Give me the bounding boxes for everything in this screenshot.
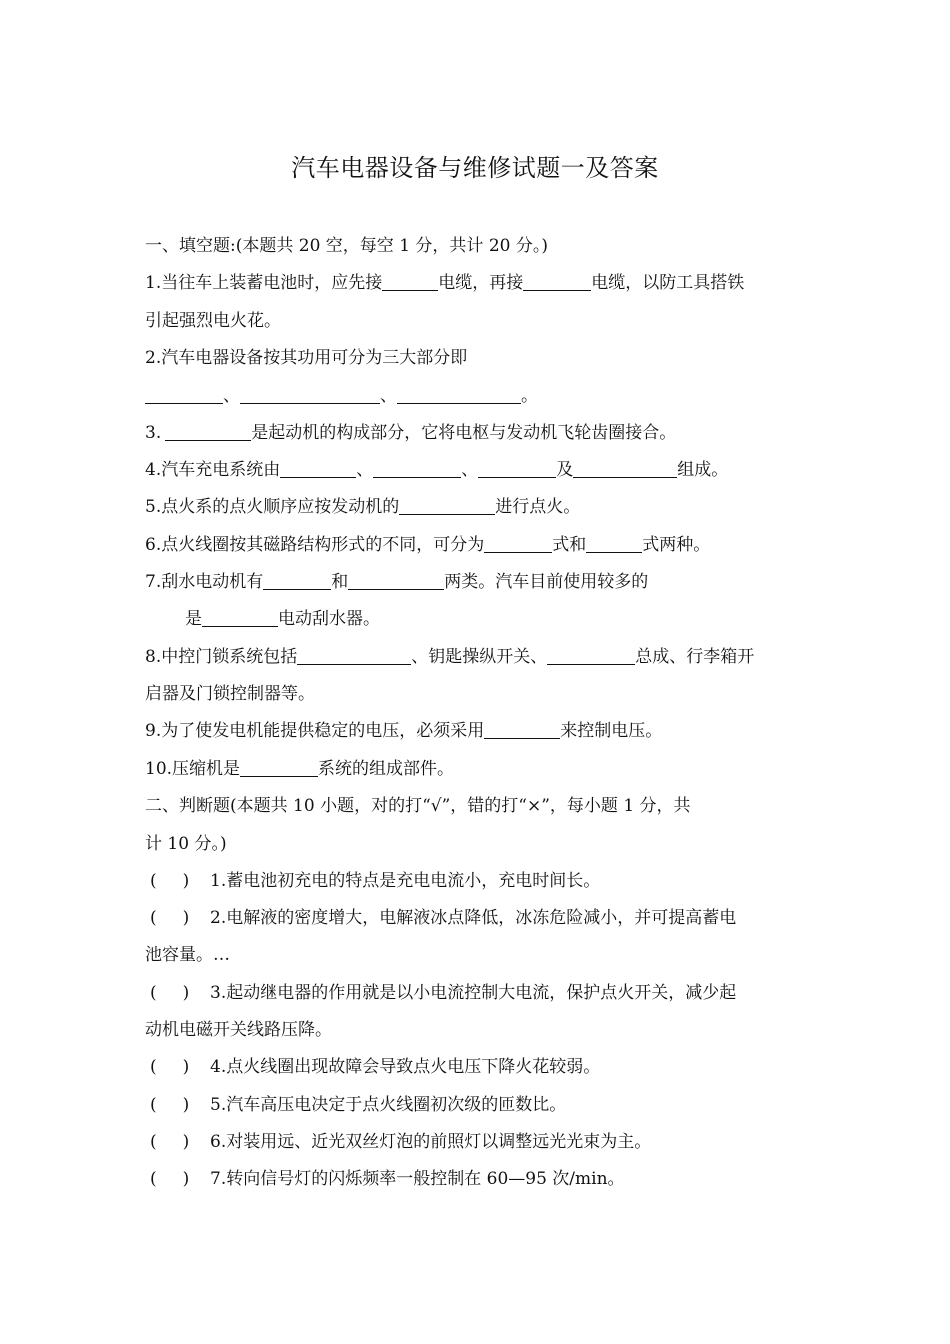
judge-item-1 — [150, 869, 600, 893]
q1-text-b: 电缆，再接 — [438, 273, 524, 293]
judge-text-7: 7.转向信号灯的闪烁频率一般控制在 60—95 次/min。 — [210, 1169, 625, 1189]
q2-line2 — [145, 384, 538, 408]
q9-blank[interactable] — [484, 720, 560, 739]
q8-blank-1[interactable] — [297, 646, 411, 665]
q7-blank-2[interactable] — [348, 571, 444, 590]
q8-text-b: 、钥匙操纵开关、 — [411, 647, 548, 667]
q4-sep-1: 、 — [356, 460, 374, 480]
judge-item-3 — [150, 981, 736, 1005]
q2-blank-2[interactable] — [240, 385, 380, 404]
q7-blank-3[interactable] — [202, 608, 278, 627]
q8-text-c: 总成、行李箱开 — [635, 647, 755, 667]
q4-blank-4[interactable] — [573, 459, 677, 478]
answer-bracket-4[interactable]: ( ) — [150, 1057, 190, 1077]
q2-end: 。 — [521, 386, 538, 406]
q7-text-c: 两类。汽车目前使用较多的 — [444, 572, 649, 592]
q4-sep-2: 、 — [461, 460, 479, 480]
q10-text-a: 10.压缩机是 — [145, 759, 241, 779]
q4-blank-1[interactable] — [280, 459, 356, 478]
q2-blank-3[interactable] — [397, 385, 521, 404]
judge-item-6 — [150, 1130, 651, 1154]
q2-sep-1: 、 — [223, 386, 240, 406]
q3-line — [145, 421, 676, 445]
q7-line1 — [145, 570, 648, 594]
q5-text-b: 进行点火。 — [495, 497, 581, 517]
q6-text-c: 式两种。 — [642, 535, 711, 555]
q8-text-a: 8.中控门锁系统包括 — [145, 647, 298, 667]
q10-blank[interactable] — [240, 758, 318, 777]
q5-text-a: 5.点火系的点火顺序应按发动机的 — [145, 497, 400, 517]
q8-blank-2[interactable] — [547, 646, 635, 665]
section2-heading-line1: 二、判断题(本题共 10 小题，对的打“√”，错的打“×”，每小题 1 分，共 — [145, 796, 691, 816]
q8-line1 — [145, 645, 754, 669]
judge-text-1: 1.蓄电池初充电的特点是充电电流小，充电时间长。 — [210, 871, 601, 891]
q6-blank-1[interactable] — [484, 534, 552, 553]
q9-text-b: 来控制电压。 — [560, 721, 663, 741]
answer-bracket-5[interactable]: ( ) — [150, 1095, 190, 1115]
q3-text-a: 3. — [145, 423, 162, 443]
q1-text-c: 电缆，以防工具搭铁 — [591, 273, 745, 293]
answer-bracket-3[interactable]: ( ) — [150, 983, 190, 1003]
q9-text-a: 9.为了使发电机能提供稳定的电压，必须采用 — [145, 721, 485, 741]
q4-text-a: 4.汽车充电系统由 — [145, 460, 281, 480]
q8-line2: 启器及门锁控制器等。 — [145, 684, 315, 704]
q4-line — [145, 458, 728, 482]
q7-text-e: 电动刮水器。 — [278, 609, 380, 629]
q4-text-c: 组成。 — [677, 460, 729, 480]
judge-text-3a: 3.起动继电器的作用就是以小电流控制大电流，保护点火开关，减少起 — [210, 983, 737, 1003]
judge-text-4: 4.点火线圈出现故障会导致点火电压下降火花较弱。 — [210, 1057, 601, 1077]
q7-text-d: 是 — [185, 609, 202, 629]
answer-bracket-7[interactable]: ( ) — [150, 1169, 190, 1189]
q2-blank-1[interactable] — [145, 385, 223, 404]
q2-line1: 2.汽车电器设备按其功用可分为三大部分即 — [145, 348, 468, 368]
q10-text-b: 系统的组成部件。 — [318, 759, 455, 779]
q1-blank-1[interactable] — [382, 272, 438, 291]
q6-text-b: 式和 — [552, 535, 587, 555]
q1-line2: 引起强烈电火花。 — [145, 311, 281, 331]
q1-blank-2[interactable] — [523, 272, 591, 291]
judge-item-7 — [150, 1167, 625, 1191]
q4-text-b: 及 — [556, 460, 574, 480]
judge-text-3b: 动机电磁开关线路压降。 — [145, 1020, 332, 1040]
page-title: 汽车电器设备与维修试题一及答案 — [291, 154, 659, 182]
q7-text-a: 7.刮水电动机有 — [145, 572, 264, 592]
judge-item-2 — [150, 906, 736, 930]
q1-text-a: 1.当往车上装蓄电池时，应先接 — [145, 273, 383, 293]
judge-text-2b: 池容量。… — [145, 945, 230, 965]
answer-bracket-2[interactable]: ( ) — [150, 908, 190, 928]
q10-line — [145, 757, 454, 781]
q7-text-b: 和 — [331, 572, 349, 592]
q6-text-a: 6.点火线圈按其磁路结构形式的不同，可分为 — [145, 535, 485, 555]
q5-blank[interactable] — [399, 496, 495, 515]
q3-blank[interactable] — [165, 422, 251, 441]
q6-line — [145, 533, 710, 557]
q1-line1 — [145, 271, 744, 295]
q4-blank-3[interactable] — [478, 459, 556, 478]
judge-text-6: 6.对装用远、近光双丝灯泡的前照灯以调整远光光束为主。 — [210, 1132, 652, 1152]
q3-text-b: 是起动机的构成部分，它将电枢与发动机飞轮齿圈接合。 — [251, 423, 677, 443]
q5-line — [145, 495, 580, 519]
q7-blank-1[interactable] — [263, 571, 331, 590]
answer-bracket-1[interactable]: ( ) — [150, 871, 190, 891]
section1-heading: 一、填空题:(本题共 20 空，每空 1 分，共计 20 分。) — [145, 236, 548, 256]
q2-sep-2: 、 — [380, 386, 397, 406]
q6-blank-2[interactable] — [586, 534, 642, 553]
q7-line2 — [185, 607, 380, 631]
judge-item-5 — [150, 1093, 566, 1117]
section2-heading-line2: 计 10 分。) — [145, 834, 227, 854]
judge-item-4 — [150, 1055, 600, 1079]
q4-blank-2[interactable] — [373, 459, 461, 478]
answer-bracket-6[interactable]: ( ) — [150, 1132, 190, 1152]
judge-text-2a: 2.电解液的密度增大，电解液冰点降低，冰冻危险减小，并可提高蓄电 — [210, 908, 737, 928]
q9-line — [145, 719, 662, 743]
judge-text-5: 5.汽车高压电决定于点火线圈初次级的匝数比。 — [210, 1095, 567, 1115]
